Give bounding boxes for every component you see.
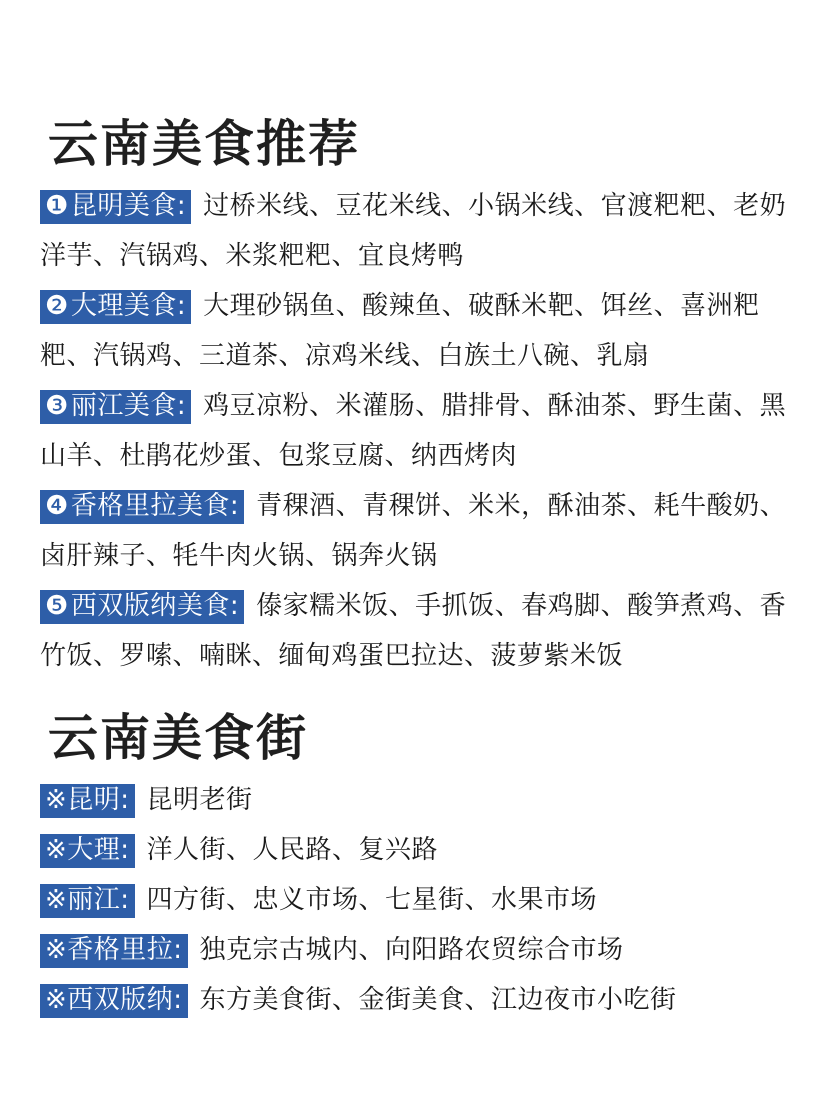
street-item-dali — [40, 825, 800, 875]
list-item-lijiang — [40, 381, 800, 481]
food-street-list — [40, 775, 800, 1025]
tag-label: 大理美食: — [70, 291, 187, 321]
label-tag: ※西双版纳: — [40, 984, 188, 1018]
section-title-food-street: 云南美食街 — [48, 709, 308, 767]
street-item-kunming — [40, 775, 800, 825]
street-text: 昆明老街 — [146, 785, 253, 815]
tag-label: 西双版纳美食: — [70, 591, 240, 621]
street-item-shangrila — [40, 925, 800, 975]
food-text: 傣家糯米饭、手抓饭、春鸡脚、酸笋煮鸡、香竹饭、罗嗦、喃眯、缅甸鸡蛋巴拉达、菠萝紫米饭 — [40, 591, 787, 671]
section-title-food: 云南美食推荐 — [48, 115, 360, 173]
number-badge: ❶ — [45, 191, 69, 221]
label-tag — [40, 590, 244, 624]
label-tag — [40, 290, 191, 324]
tag-label: 丽江美食: — [70, 391, 187, 421]
label-tag — [40, 490, 244, 524]
number-badge: ❹ — [45, 491, 69, 521]
street-item-xishuangbanna — [40, 975, 800, 1025]
street-text: 洋人街、人民路、复兴路 — [146, 835, 439, 865]
number-badge: ❺ — [45, 591, 69, 621]
label-tag: ※丽江: — [40, 884, 135, 918]
label-tag: ※香格里拉: — [40, 934, 188, 968]
list-item-xishuangbanna — [40, 581, 800, 681]
street-text: 东方美食街、金街美食、江边夜市小吃街 — [199, 985, 677, 1015]
food-recommendation-list — [40, 181, 800, 681]
label-tag: ※大理: — [40, 834, 135, 868]
number-badge: ❷ — [45, 291, 69, 321]
street-item-lijiang — [40, 875, 800, 925]
food-text: 青稞酒、青稞饼、米米，酥油茶、耗牛酸奶、卤肝辣子、牦牛肉火锅、锅奔火锅 — [40, 491, 787, 571]
number-badge: ❸ — [45, 391, 69, 421]
food-text: 过桥米线、豆花米线、小锅米线、官渡粑粑、老奶洋芋、汽锅鸡、米浆粑粑、宜良烤鸭 — [40, 191, 787, 271]
tag-label: 昆明美食: — [70, 191, 187, 221]
food-text: 大理砂锅鱼、酸辣鱼、破酥米靶、饵丝、喜洲粑粑、汽锅鸡、三道茶、凉鸡米线、白族土八碗、乳扇 — [40, 291, 760, 371]
label-tag — [40, 190, 191, 224]
list-item-shangrila — [40, 481, 800, 581]
street-text: 独克宗古城内、向阳路农贸综合市场 — [199, 935, 624, 965]
food-text: 鸡豆凉粉、米灌肠、腊排骨、酥油茶、野生菌、黑山羊、杜鹃花炒蛋、包浆豆腐、纳西烤肉 — [40, 391, 787, 471]
street-text: 四方街、忠义市场、七星街、水果市场 — [146, 885, 598, 915]
list-item-kunming — [40, 181, 800, 281]
list-item-dali — [40, 281, 800, 381]
label-tag — [40, 390, 191, 424]
tag-label: 香格里拉美食: — [70, 491, 240, 521]
label-tag: ※昆明: — [40, 784, 135, 818]
